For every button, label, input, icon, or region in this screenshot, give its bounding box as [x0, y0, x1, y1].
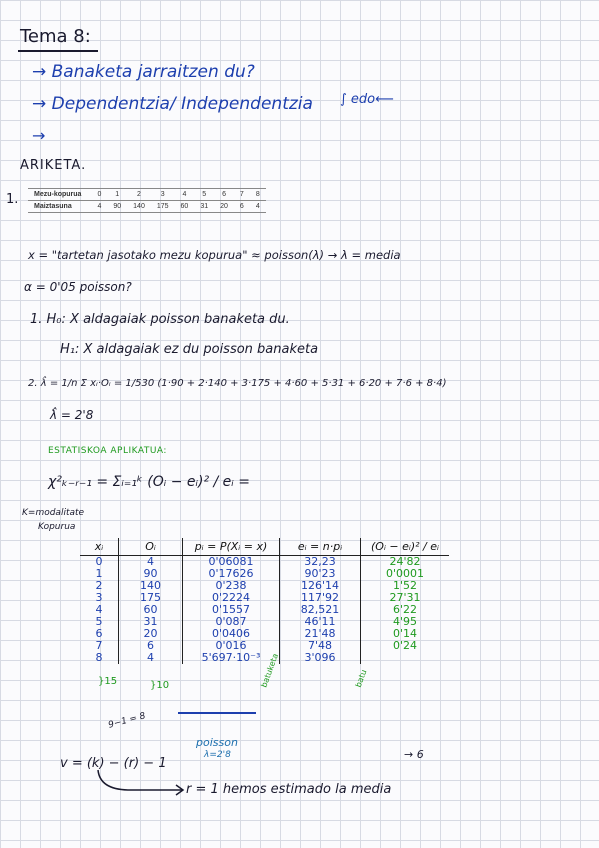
table-cell: 31 [194, 201, 214, 213]
table-cell: 4 [250, 201, 266, 213]
cell-e: 90'23 [280, 568, 361, 580]
column-header: xᵢ [80, 538, 119, 556]
cell-chi: 6'22 [361, 604, 450, 616]
table-cell: 6 [214, 189, 234, 201]
page-title: Tema 8: [20, 26, 91, 47]
table-cell: 4 [91, 201, 107, 213]
merge-o-note: }10 [150, 680, 170, 691]
table-cell: 1 [107, 189, 127, 201]
cell-chi: 0'24 [361, 640, 450, 652]
table-cell: 60 [175, 201, 195, 213]
cell-p: 0'1557 [183, 604, 280, 616]
cell-o: 60 [119, 604, 183, 616]
cell-chi: 1'52 [361, 580, 450, 592]
cell-p: 0'17626 [183, 568, 280, 580]
table-cell: 4 [175, 189, 195, 201]
table-row [80, 652, 449, 664]
lambda-note: λ=2'8 [204, 750, 231, 760]
merge-x-note: }15 [98, 676, 118, 687]
r-arrow [90, 768, 190, 798]
cell-p: 0'0406 [183, 628, 280, 640]
cell-x: 4 [95, 603, 103, 616]
cell-e: 3'096 [280, 652, 361, 664]
cell-p: 5'697·10⁻³ [183, 652, 280, 664]
alpha-line: α = 0'05 poisson? [24, 280, 132, 294]
cell-e: 32,23 [280, 556, 361, 569]
table-cell: 5 [194, 189, 214, 201]
table-cell: 0 [91, 189, 107, 201]
hypothesis-h1: H₁: X aldagaiak ez du poisson banaketa [60, 342, 319, 357]
cell-p: 0'016 [183, 640, 280, 652]
bullet-empty: → [32, 126, 46, 145]
cell-chi: 0'0001 [361, 568, 450, 580]
cell-chi: 24'82 [361, 556, 450, 569]
column-header: Oᵢ [119, 538, 183, 556]
lambda-calculation: 2. λ̂ = 1/n Σ xᵢ·Oᵢ = 1/530 (1·90 + 2·140 + 3·175 + 4·60 + 5·31 + 6·20 + 7·6 + 8·4) [28, 378, 447, 389]
k-note-line-1: K=modalitate [22, 508, 85, 518]
cell-o: 140 [119, 580, 183, 592]
table-row [28, 189, 266, 201]
cell-p: 0'238 [183, 580, 280, 592]
degrees-of-freedom-formula: v = (k) − (r) − 1 [60, 756, 167, 771]
exercise-heading: ARIKETA. [20, 158, 87, 173]
cell-e: 46'11 [280, 616, 361, 628]
cell-o: 175 [119, 592, 183, 604]
cell-p: 0'087 [183, 616, 280, 628]
definition-x: x = "tartetan jasotako mezu kopurua" ≈ poisson(λ) → λ = media [28, 248, 401, 262]
cell-x: 2 [95, 579, 103, 592]
chi-square-formula: χ²ₖ₋ᵣ₋₁ = Σᵢ₌₁ᵏ (Oᵢ − eᵢ)² / eᵢ = [48, 474, 250, 490]
cell-o: 20 [119, 628, 183, 640]
cell-o: 6 [119, 640, 183, 652]
row-label: Maiztasuna [28, 201, 91, 213]
k-calculation-note: 9−1 = 8 [107, 711, 147, 731]
cell-p: 0'2224 [183, 592, 280, 604]
cell-e: 21'48 [280, 628, 361, 640]
cell-x: 8 [95, 651, 103, 664]
side-note-batuketa: batuketa [259, 652, 281, 689]
r-explanation: r = 1 hemos estimado la media [186, 782, 392, 797]
cell-e: 82,521 [280, 604, 361, 616]
cell-chi: 27'31 [361, 592, 450, 604]
column-header: (Oᵢ − eᵢ)² / eᵢ [361, 538, 450, 556]
cell-x: 6 [95, 627, 103, 640]
table-cell: 3 [151, 189, 175, 201]
cell-o: 90 [119, 568, 183, 580]
table-cell: 2 [127, 189, 151, 201]
hypothesis-h0: 1. H₀: X aldagaiak poisson banaketa du. [30, 312, 290, 327]
side-note-batu: batu [353, 668, 369, 689]
k-note-line-2: Kopurua [38, 522, 76, 532]
bullet-dependentzia: → Dependentzia/ Independentzia [32, 94, 313, 114]
exercise-number: 1. [6, 192, 19, 207]
table-cell: 6 [234, 201, 250, 213]
bullet-banaketa: → Banaketa jarraitzen du? [32, 62, 255, 82]
cell-x: 1 [95, 567, 103, 580]
cell-e: 117'92 [280, 592, 361, 604]
column-header: eᵢ = n·pᵢ [280, 538, 361, 556]
table-cell: 8 [250, 189, 266, 201]
table-row [80, 640, 449, 652]
degrees-result: → 6 [404, 748, 424, 761]
column-header: pᵢ = P(Xᵢ = x) [183, 538, 280, 556]
cell-e: 126'14 [280, 580, 361, 592]
table-header-row [80, 538, 449, 556]
title-underline [18, 50, 98, 52]
cell-o: 4 [119, 556, 183, 569]
cell-o: 31 [119, 616, 183, 628]
cell-o: 4 [119, 652, 183, 664]
bullet-dependentzia-tail: ∫ edo⟵ [340, 92, 394, 107]
cell-e: 7'48 [280, 640, 361, 652]
cell-chi: 4'95 [361, 616, 450, 628]
cell-chi: 0'14 [361, 628, 450, 640]
column-underline [178, 712, 256, 714]
frequency-data-table [28, 188, 266, 213]
cell-p: 0'06081 [183, 556, 280, 569]
table-row [28, 201, 266, 213]
cell-x: 5 [95, 615, 103, 628]
cell-x: 7 [95, 639, 103, 652]
cell-x: 3 [95, 591, 103, 604]
table-cell: 20 [214, 201, 234, 213]
table-cell: 140 [127, 201, 151, 213]
chi-square-table [80, 538, 449, 664]
table-cell: 7 [234, 189, 250, 201]
table-cell: 90 [107, 201, 127, 213]
statistic-label: ESTATISKOA APLIKATUA: [48, 446, 167, 456]
cell-x: 0 [95, 555, 103, 568]
table-cell: 175 [151, 201, 175, 213]
poisson-note: poisson [196, 736, 238, 749]
lambda-result: λ̂ = 2'8 [50, 408, 94, 422]
cell-chi [361, 652, 450, 664]
row-label: Mezu-kopurua [28, 189, 91, 201]
